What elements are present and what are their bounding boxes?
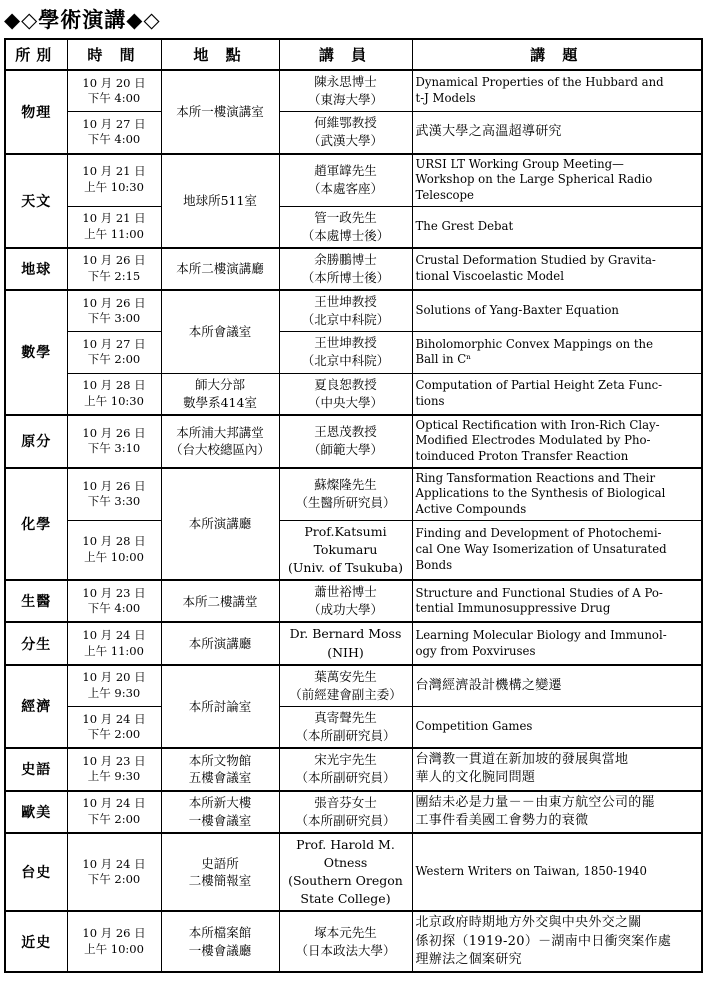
text-line: 陳永思博士 bbox=[314, 74, 377, 89]
text-line: Computation of Partial Height Zeta Func- bbox=[415, 377, 663, 392]
text-line: 一樓會議廳 bbox=[188, 942, 252, 958]
text-line: 上午 10:00 bbox=[84, 549, 144, 564]
text-line: 真寄聲先生 bbox=[314, 709, 377, 725]
cell-topic bbox=[412, 706, 702, 748]
table-row bbox=[5, 791, 702, 833]
text-line: Bonds bbox=[415, 557, 453, 572]
table-row bbox=[5, 833, 702, 912]
text-line: 本所一樓演講室 bbox=[176, 104, 264, 119]
text-line: （本所博士後） bbox=[301, 269, 390, 285]
text-line: 10 月 23 日 bbox=[82, 585, 146, 600]
text-line: 華人的文化腕同問題 bbox=[415, 770, 536, 786]
text-line: Telescope bbox=[415, 187, 474, 202]
text-line: 上午 11:00 bbox=[84, 226, 144, 241]
text-line: 10 月 21 日 bbox=[82, 164, 146, 179]
text-line: 團結未必是力量－－由東方航空公司的罷 bbox=[415, 794, 655, 810]
text-line: 10 月 24 日 bbox=[82, 856, 146, 871]
cell-place bbox=[161, 665, 279, 749]
text-line: 10 月 24 日 bbox=[82, 711, 146, 726]
cell-department bbox=[5, 468, 67, 580]
text-line: （台大校總區內） bbox=[169, 442, 270, 458]
cell-time bbox=[67, 290, 161, 332]
cell-speaker bbox=[279, 373, 412, 415]
page-title: ◆◇學術演講◆◇ bbox=[4, 7, 161, 32]
text-line: 上午 9:30 bbox=[87, 685, 141, 700]
cell-topic bbox=[412, 248, 702, 290]
cell-speaker bbox=[279, 791, 412, 833]
text-line: 經濟 bbox=[21, 699, 52, 716]
table-row bbox=[5, 206, 702, 248]
cell-topic bbox=[412, 154, 702, 207]
text-line: 本所文物館 bbox=[188, 752, 252, 768]
cell-place bbox=[161, 415, 279, 468]
text-line: 本所新大樓 bbox=[188, 795, 252, 811]
text-line: （師範大學） bbox=[307, 442, 383, 458]
cell-time bbox=[67, 833, 161, 912]
text-line: 物理 bbox=[21, 104, 52, 121]
cell-topic bbox=[412, 748, 702, 790]
text-line: 塚本元先生 bbox=[314, 924, 377, 940]
text-line: (NIH) bbox=[327, 644, 364, 660]
cell-department bbox=[5, 580, 67, 622]
cell-speaker bbox=[279, 290, 412, 332]
text-line: URSI LT Working Group Meeting— bbox=[415, 156, 624, 171]
cell-speaker bbox=[279, 833, 412, 912]
table-row bbox=[5, 468, 702, 521]
text-line: 近史 bbox=[21, 934, 52, 951]
cell-place bbox=[161, 748, 279, 790]
cell-place bbox=[161, 373, 279, 415]
cell-topic bbox=[412, 911, 702, 972]
cell-topic bbox=[412, 833, 702, 912]
text-line: Crustal Deformation Studied by Gravita- bbox=[415, 253, 656, 268]
cell-topic bbox=[412, 415, 702, 468]
text-line: 下午 2:00 bbox=[87, 872, 141, 887]
text-line: 王世坤教授 bbox=[314, 335, 377, 351]
text-line: 10 月 28 日 bbox=[82, 378, 146, 393]
text-line: Prof.Katsumi bbox=[304, 523, 387, 539]
table-body bbox=[5, 70, 702, 972]
lecture-schedule-table bbox=[4, 38, 703, 973]
table-row bbox=[5, 154, 702, 207]
text-line: 原分 bbox=[21, 434, 52, 451]
table-row bbox=[5, 415, 702, 468]
text-line: Otness bbox=[323, 855, 368, 871]
text-line: Ring Tansformation Reactions and Their bbox=[415, 470, 656, 485]
cell-topic bbox=[412, 373, 702, 415]
text-line: 10 月 20 日 bbox=[82, 75, 146, 90]
text-line: 本所演講廳 bbox=[188, 635, 252, 651]
cell-speaker bbox=[279, 622, 412, 664]
cell-department bbox=[5, 622, 67, 664]
cell-time bbox=[67, 748, 161, 790]
cell-speaker bbox=[279, 911, 412, 972]
column-header-department: 所別 bbox=[5, 39, 67, 70]
cell-place bbox=[161, 468, 279, 580]
text-line: （成功大學） bbox=[307, 602, 383, 618]
cell-time bbox=[67, 415, 161, 468]
cell-place bbox=[161, 833, 279, 912]
text-line: 10 月 27 日 bbox=[82, 336, 146, 351]
text-line: 台灣經濟設計機構之變遷 bbox=[415, 677, 562, 693]
text-line: 工事件看美國工會勢力的衰微 bbox=[415, 812, 589, 828]
cell-department bbox=[5, 791, 67, 833]
cell-topic bbox=[412, 112, 702, 154]
text-line: 10 月 20 日 bbox=[82, 670, 146, 685]
text-line: 本所會議室 bbox=[188, 324, 252, 340]
cell-time bbox=[67, 580, 161, 622]
text-line: （生醫所研究員） bbox=[295, 495, 396, 511]
text-line: 管一政先生 bbox=[314, 209, 377, 225]
text-line: ogy from Poxviruses bbox=[415, 643, 536, 658]
cell-topic bbox=[412, 665, 702, 707]
text-line: 本所浦大邦講堂 bbox=[176, 424, 264, 440]
text-line: 本所檔案館 bbox=[188, 925, 252, 941]
text-line: 下午 2:15 bbox=[87, 268, 141, 283]
cell-speaker bbox=[279, 206, 412, 248]
table-row bbox=[5, 248, 702, 290]
text-line: 北京政府時期地方外交與中央外交之關 bbox=[415, 915, 642, 931]
text-line: Dr. Bernard Moss bbox=[289, 626, 402, 642]
cell-department bbox=[5, 415, 67, 468]
text-line: 蕭世裕博士 bbox=[314, 584, 377, 600]
text-line: 10 月 23 日 bbox=[82, 753, 146, 768]
cell-place bbox=[161, 791, 279, 833]
text-line: 五樓會議室 bbox=[188, 770, 252, 786]
cell-department bbox=[5, 154, 67, 248]
column-header-speaker: 講 員 bbox=[279, 39, 412, 70]
cell-speaker bbox=[279, 415, 412, 468]
cell-place bbox=[161, 248, 279, 290]
text-line: （東海大學） bbox=[307, 92, 383, 108]
text-line: 蘇燦隆先生 bbox=[314, 477, 377, 493]
text-line: 上午 10:30 bbox=[84, 180, 144, 194]
cell-topic bbox=[412, 70, 702, 112]
text-line: 台史 bbox=[21, 865, 52, 882]
text-line: 下午 4:00 bbox=[87, 132, 141, 147]
table-row bbox=[5, 70, 702, 112]
text-line: 係初探（1919-20）－湖南中日衝突案作處 bbox=[415, 933, 672, 949]
text-line: 10 月 27 日 bbox=[82, 116, 146, 131]
text-line: （本所副研究員） bbox=[295, 770, 396, 786]
cell-speaker bbox=[279, 70, 412, 112]
cell-topic bbox=[412, 290, 702, 332]
column-header-place: 地 點 bbox=[161, 39, 279, 70]
cell-department bbox=[5, 290, 67, 415]
text-line: 10 月 28 日 bbox=[82, 534, 146, 549]
text-line: Optical Rectification with Iron-Rich Clay- bbox=[415, 417, 660, 432]
text-line: 師大分部 bbox=[194, 377, 245, 393]
text-line: Workshop on the Large Spherical Radio bbox=[415, 172, 653, 187]
text-line: toinduced Proton Transfer Reaction bbox=[415, 449, 629, 464]
cell-department bbox=[5, 665, 67, 749]
text-line: 上午 11:00 bbox=[84, 643, 144, 658]
cell-speaker bbox=[279, 706, 412, 748]
cell-place bbox=[161, 580, 279, 622]
text-line: 余勝鵬博士 bbox=[314, 251, 377, 267]
text-line: （武漢大學） bbox=[307, 133, 383, 149]
cell-time bbox=[67, 248, 161, 290]
column-header-time: 時 間 bbox=[67, 39, 161, 70]
cell-time bbox=[67, 468, 161, 521]
table-row bbox=[5, 290, 702, 332]
text-line: 葉萬安先生 bbox=[314, 668, 377, 684]
text-line: 本所討論室 bbox=[188, 698, 252, 714]
cell-speaker bbox=[279, 665, 412, 707]
text-line: 歐美 bbox=[21, 804, 52, 821]
cell-time bbox=[67, 154, 161, 207]
cell-time bbox=[67, 332, 161, 373]
cell-topic bbox=[412, 520, 702, 580]
text-line: 本所二樓講堂 bbox=[182, 593, 258, 609]
cell-department bbox=[5, 911, 67, 972]
text-line: State College) bbox=[300, 891, 391, 907]
text-line: 王恩茂教授 bbox=[314, 424, 377, 440]
cell-topic bbox=[412, 622, 702, 664]
text-line: 10 月 26 日 bbox=[82, 253, 146, 268]
text-line: 10 月 26 日 bbox=[82, 478, 146, 493]
cell-department bbox=[5, 248, 67, 290]
text-line: 本所二樓演講廳 bbox=[176, 261, 264, 277]
text-line: 10 月 21 日 bbox=[82, 211, 146, 226]
cell-time bbox=[67, 791, 161, 833]
text-line: 下午 2:00 bbox=[87, 811, 141, 826]
text-line: Dynamical Properties of the Hubbard and bbox=[415, 75, 664, 90]
text-line: （北京中科院） bbox=[301, 353, 390, 369]
text-line: （本所副研究員） bbox=[295, 728, 396, 744]
text-line: 史語 bbox=[21, 762, 52, 779]
cell-speaker bbox=[279, 520, 412, 580]
text-line: tional Viscoelastic Model bbox=[415, 268, 564, 283]
text-line: （日本政法大學） bbox=[295, 942, 396, 958]
table-row bbox=[5, 580, 702, 622]
column-header-topic: 講 題 bbox=[412, 39, 702, 70]
text-line: 地球 bbox=[21, 261, 52, 278]
text-line: 數學系414室 bbox=[183, 394, 257, 410]
text-line: 下午 3:00 bbox=[87, 311, 141, 326]
table-row bbox=[5, 112, 702, 154]
text-line: 本所演講廳 bbox=[188, 516, 252, 532]
text-line: Western Writers on Taiwan, 1850-1940 bbox=[415, 864, 647, 879]
table-row bbox=[5, 622, 702, 664]
table-row bbox=[5, 706, 702, 748]
text-line: 宋光宇先生 bbox=[314, 752, 377, 768]
text-line: 夏良恕教授 bbox=[314, 376, 377, 392]
text-line: Tokumaru bbox=[313, 541, 378, 557]
text-line: Active Compounds bbox=[415, 502, 527, 517]
text-line: 下午 2:00 bbox=[87, 352, 141, 367]
cell-department bbox=[5, 833, 67, 912]
text-line: 上午 10:30 bbox=[84, 393, 144, 408]
text-line: 上午 9:30 bbox=[87, 769, 141, 784]
text-line: Structure and Functional Studies of A Po- bbox=[415, 585, 663, 600]
text-line: （北京中科院） bbox=[301, 312, 390, 328]
cell-speaker bbox=[279, 154, 412, 207]
text-line: （本所副研究員） bbox=[295, 812, 396, 828]
text-line: tions bbox=[415, 393, 445, 408]
cell-department bbox=[5, 70, 67, 154]
text-line: （本處客座） bbox=[307, 181, 383, 196]
text-line: 分生 bbox=[21, 636, 52, 653]
cell-place bbox=[161, 911, 279, 972]
text-line: 天文 bbox=[21, 193, 52, 210]
text-line: 10 月 26 日 bbox=[82, 425, 146, 440]
text-line: Learning Molecular Biology and Immunol- bbox=[415, 627, 667, 642]
text-line: 二樓簡報室 bbox=[188, 873, 252, 889]
text-line: 生醫 bbox=[21, 594, 52, 611]
cell-speaker bbox=[279, 332, 412, 373]
cell-place bbox=[161, 154, 279, 248]
text-line: Solutions of Yang-Baxter Equation bbox=[415, 303, 619, 318]
text-line: 下午 4:00 bbox=[87, 601, 141, 616]
text-line: 上午 10:00 bbox=[84, 941, 144, 956]
cell-topic bbox=[412, 206, 702, 248]
cell-speaker bbox=[279, 112, 412, 154]
text-line: Finding and Development of Photochemi- bbox=[415, 526, 662, 541]
cell-topic bbox=[412, 468, 702, 521]
text-line: 武漢大學之高溫超導研究 bbox=[415, 124, 562, 140]
text-line: 10 月 26 日 bbox=[82, 926, 146, 941]
text-line: 10 月 26 日 bbox=[82, 295, 146, 310]
text-line: 張音芬女士 bbox=[314, 794, 377, 810]
text-line: t-J Models bbox=[415, 91, 476, 106]
text-line: 下午 3:10 bbox=[87, 441, 141, 456]
cell-place bbox=[161, 290, 279, 373]
text-line: tential Immunosuppressive Drug bbox=[415, 601, 611, 616]
text-line: 趙軍罉先生 bbox=[314, 162, 377, 178]
text-line: 化學 bbox=[21, 516, 52, 533]
text-line: (Southern Oregon bbox=[288, 873, 403, 889]
table-row bbox=[5, 748, 702, 790]
table-row bbox=[5, 911, 702, 972]
text-line: 史語所 bbox=[201, 855, 239, 871]
text-line: 何維鄂教授 bbox=[314, 115, 377, 131]
table-header-row bbox=[5, 39, 702, 70]
cell-time bbox=[67, 70, 161, 112]
cell-time bbox=[67, 373, 161, 415]
text-line: cal One Way Isomerization of Unsaturated bbox=[415, 542, 667, 557]
cell-time bbox=[67, 706, 161, 748]
cell-place bbox=[161, 622, 279, 664]
cell-speaker bbox=[279, 580, 412, 622]
text-line: 下午 3:30 bbox=[87, 494, 141, 509]
text-line: Prof. Harold M. bbox=[296, 836, 395, 852]
text-line: 下午 2:00 bbox=[87, 727, 141, 742]
table-row bbox=[5, 520, 702, 580]
text-line: Applications to the Synthesis of Biological bbox=[415, 486, 666, 501]
text-line: 理辦法之個案研究 bbox=[415, 951, 522, 967]
text-line: 一樓會議室 bbox=[188, 812, 252, 828]
text-line: （前經建會副主委） bbox=[289, 686, 402, 702]
cell-topic bbox=[412, 332, 702, 373]
cell-time bbox=[67, 911, 161, 972]
table-header bbox=[5, 39, 702, 70]
cell-speaker bbox=[279, 748, 412, 790]
text-line: 王世坤教授 bbox=[314, 294, 377, 310]
cell-speaker bbox=[279, 248, 412, 290]
text-line: 下午 4:00 bbox=[87, 91, 141, 106]
cell-department bbox=[5, 748, 67, 790]
cell-time bbox=[67, 112, 161, 154]
text-line: 數學 bbox=[21, 345, 52, 362]
text-line: The Grest Debat bbox=[415, 218, 514, 233]
text-line: （本處博士後） bbox=[301, 227, 390, 243]
text-line: Ball in Cⁿ bbox=[415, 352, 472, 367]
table-row bbox=[5, 373, 702, 415]
text-line: 10 月 24 日 bbox=[82, 796, 146, 811]
text-line: (Univ. of Tsukuba) bbox=[288, 560, 403, 576]
text-line: 台灣教一貫道在新加坡的發展與當地 bbox=[415, 752, 629, 768]
text-line: 地球所511室 bbox=[183, 192, 257, 208]
text-line: 10 月 24 日 bbox=[82, 628, 146, 643]
table-row bbox=[5, 665, 702, 707]
cell-topic bbox=[412, 580, 702, 622]
cell-time bbox=[67, 206, 161, 248]
table-row bbox=[5, 332, 702, 373]
text-line: Biholomorphic Convex Mappings on the bbox=[415, 336, 653, 351]
cell-speaker bbox=[279, 468, 412, 521]
text-line: Competition Games bbox=[415, 719, 533, 734]
cell-topic bbox=[412, 791, 702, 833]
cell-time bbox=[67, 665, 161, 707]
cell-time bbox=[67, 520, 161, 580]
cell-place bbox=[161, 70, 279, 154]
text-line: Modified Electrodes Modulated by Pho- bbox=[415, 433, 651, 448]
cell-time bbox=[67, 622, 161, 664]
text-line: （中央大學） bbox=[307, 394, 383, 410]
